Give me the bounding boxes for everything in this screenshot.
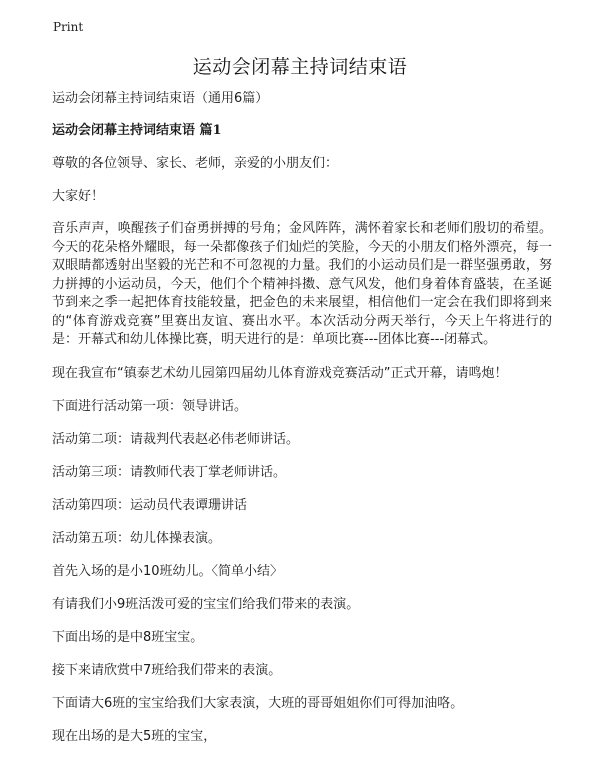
paragraph-item-5: 活动第五项：幼儿体操表演。 [52,530,222,546]
paragraph-class-10: 首先入场的是小10班幼儿。〈简单小结〉 [52,563,284,579]
paragraph-item-2: 活动第二项：请裁判代表赵必伟老师讲话。 [52,431,300,447]
print-link[interactable]: Print [53,20,84,34]
paragraph-announcement: 现在我宣布“镇泰艺术幼儿园第四届幼儿体育游戏竞赛活动”正式开幕，请鸣炮！ [52,365,508,381]
document-body [52,90,552,760]
paragraph-class-8: 下面出场的是中8班宝宝。 [52,629,204,645]
paragraph-class-7: 接下来请欣赏中7班给我们带来的表演。 [52,662,282,678]
paragraph-item-4: 活动第四项：运动员代表谭珊讲话 [52,497,248,513]
paragraph-greeting: 尊敬的各位领导、家长、老师，亲爱的小朋友们： [52,156,339,171]
paragraph-item-3: 活动第三项：请教师代表丁掌老师讲话。 [52,464,287,480]
document-title: 运动会闭幕主持词结束语 [192,56,408,78]
paragraph-class-9: 有请我们小9班活泼可爱的宝宝们给我们带来的表演。 [52,596,360,612]
paragraph-hello: 大家好！ [52,189,105,204]
section-heading: 运动会闭幕主持词结束语 篇1 [52,123,222,138]
paragraph-item-1: 下面进行活动第一项：领导讲话。 [52,398,248,414]
paragraph-class-5: 现在出场的是大5班的宝宝， [52,728,217,744]
paragraph-opening: 音乐声声，唤醒孩子们奋勇拼搏的号角；金风阵阵，满怀着家长和老师们殷切的希望。今天的花朵格外耀眼，每一朵都像孩子们灿烂的笑脸，今天的小朋友们格外漂亮，每一双眼睛都透射出坚毅的光芒和不可忽视的力量。我们的小运动员们是一群坚强勇敢，努力拼搏的小运动员，今天，他们个个精神抖擞、意气风发，他们身着体育盛装，在圣诞节到来之季一起把体育技能较量，把金色的未来展望，相信他们一定会在我们即将到来的“体育游戏竞赛”里赛出友谊、赛出水平。本次活动分两天举行，今天上午将进行的是：开幕式和幼儿体操比赛，明天进行的是：单项比赛---团体比赛---闭幕式。 [52,221,552,347]
document-subtitle: 运动会闭幕主持词结束语（通用6篇） [52,91,269,106]
paragraph-class-6: 下面请大6班的宝宝给我们大家表演，大班的哥哥姐姐你们可得加油咯。 [52,695,464,711]
